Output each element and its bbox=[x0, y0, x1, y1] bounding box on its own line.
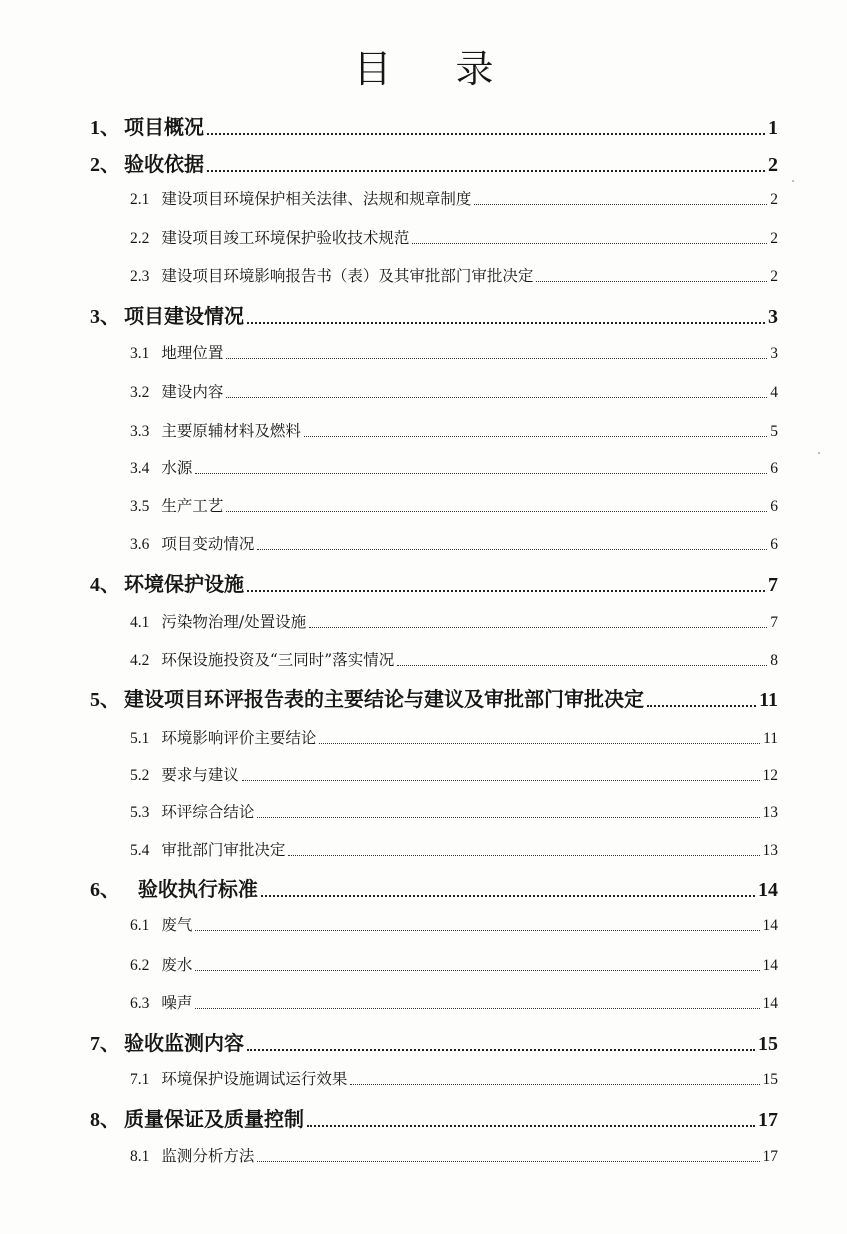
toc-entry-label bbox=[130, 1067, 347, 1089]
toc-section-entry bbox=[130, 1144, 778, 1166]
toc-section-entry bbox=[130, 953, 778, 975]
toc-entry-number: 3、 bbox=[90, 306, 120, 328]
toc-entry-number: 6、 bbox=[90, 879, 120, 901]
toc-page-number: 3 bbox=[770, 345, 778, 362]
toc-dot-leader bbox=[195, 1008, 759, 1009]
toc-entry-number: 2、 bbox=[90, 154, 120, 176]
toc-entry-label bbox=[130, 953, 192, 975]
toc-page-number: 14 bbox=[762, 917, 778, 934]
toc-entry-title: 建设项目环境影响报告书（表）及其审批部门审批决定 bbox=[161, 267, 534, 285]
toc-entry-number: 1、 bbox=[90, 117, 120, 139]
toc-dot-leader bbox=[242, 780, 760, 781]
toc-entry-label bbox=[130, 494, 223, 516]
toc-entry-label bbox=[130, 800, 254, 822]
toc-page-number: 2 bbox=[768, 154, 778, 176]
toc-chapter-entry bbox=[90, 301, 778, 329]
toc-section-entry bbox=[130, 456, 778, 478]
toc-entry-title: 噪声 bbox=[161, 994, 193, 1012]
toc-section-entry bbox=[130, 419, 778, 441]
toc-section-entry bbox=[130, 1067, 778, 1089]
toc-entry-title: 质量保证及质量控制 bbox=[124, 1107, 304, 1131]
toc-chapter-entry bbox=[90, 1104, 778, 1132]
toc-entry-title: 环境影响评价主要结论 bbox=[161, 729, 317, 747]
toc-dot-leader bbox=[195, 473, 767, 474]
toc-entry-title: 环保设施投资及“三同时”落实情况 bbox=[161, 651, 395, 669]
toc-entry-number: 3.4 bbox=[130, 460, 150, 477]
scan-speck bbox=[818, 452, 820, 454]
toc-entry-number: 4、 bbox=[90, 574, 120, 596]
toc-page-number: 2 bbox=[770, 191, 778, 208]
toc-page-number: 17 bbox=[758, 1109, 778, 1131]
toc-section-entry bbox=[130, 763, 778, 785]
toc-entry-title: 生产工艺 bbox=[161, 497, 224, 515]
toc-page-number: 14 bbox=[762, 957, 778, 974]
toc-entry-label bbox=[130, 226, 409, 248]
toc-page-number: 17 bbox=[762, 1148, 778, 1165]
toc-entry-title: 环境保护设施调试运行效果 bbox=[161, 1070, 348, 1088]
toc-dot-leader bbox=[195, 930, 759, 931]
toc-page-number: 11 bbox=[759, 689, 778, 711]
toc-entry-number: 3.1 bbox=[130, 345, 150, 362]
toc-section-entry bbox=[130, 610, 778, 632]
toc-entry-title: 验收执行标准 bbox=[124, 877, 258, 901]
toc-dot-leader bbox=[226, 397, 767, 398]
toc-entry-number: 8、 bbox=[90, 1109, 120, 1131]
toc-entry-number: 5.3 bbox=[130, 804, 150, 821]
toc-entry-number: 3.3 bbox=[130, 423, 150, 440]
toc-chapter-entry bbox=[90, 112, 778, 140]
toc-entry-number: 6.1 bbox=[130, 917, 150, 934]
toc-entry-title: 项目变动情况 bbox=[161, 535, 255, 553]
toc-dot-leader bbox=[207, 133, 765, 135]
toc-chapter-entry bbox=[90, 149, 778, 177]
page-title: 目 录 bbox=[353, 47, 520, 91]
toc-chapter-entry bbox=[90, 684, 778, 712]
toc-entry-label bbox=[130, 380, 223, 402]
toc-section-entry bbox=[130, 800, 778, 822]
toc-entry-title: 废气 bbox=[161, 916, 193, 934]
toc-page-number: 11 bbox=[763, 730, 778, 747]
toc-entry-number: 5.2 bbox=[130, 767, 150, 784]
toc-entry-number: 2.3 bbox=[130, 268, 150, 285]
toc-dot-leader bbox=[288, 855, 759, 856]
toc-entry-number: 4.2 bbox=[130, 652, 150, 669]
toc-section-entry bbox=[130, 838, 778, 860]
toc-entry-label bbox=[90, 683, 644, 712]
toc-entry-title: 建设项目环境保护相关法律、法规和规章制度 bbox=[161, 190, 472, 208]
toc-entry-number: 5、 bbox=[90, 689, 120, 711]
toc-page-number: 1 bbox=[768, 117, 778, 139]
toc-entry-number: 5.4 bbox=[130, 842, 150, 859]
toc-entry-title: 要求与建议 bbox=[161, 766, 239, 784]
toc-entry-title: 验收监测内容 bbox=[124, 1031, 244, 1055]
toc-dot-leader bbox=[309, 627, 767, 628]
toc-section-entry bbox=[130, 494, 778, 516]
toc-entry-title: 验收依据 bbox=[124, 152, 204, 176]
toc-entry-label bbox=[130, 991, 192, 1013]
toc-section-entry bbox=[130, 913, 778, 935]
toc-dot-leader bbox=[247, 1049, 755, 1051]
toc-entry-label bbox=[130, 264, 533, 286]
toc-section-entry bbox=[130, 380, 778, 402]
toc-section-entry bbox=[130, 341, 778, 363]
toc-entry-number: 3.5 bbox=[130, 498, 150, 515]
toc-section-entry bbox=[130, 264, 778, 286]
toc-dot-leader bbox=[195, 970, 759, 971]
toc-chapter-entry bbox=[90, 569, 778, 597]
toc-entry-label bbox=[130, 532, 254, 554]
toc-entry-number: 7.1 bbox=[130, 1071, 150, 1088]
toc-page-number: 13 bbox=[762, 842, 778, 859]
toc-page-number: 4 bbox=[770, 384, 778, 401]
toc-dot-leader bbox=[247, 590, 765, 592]
toc-entry-label bbox=[130, 187, 471, 209]
toc-dot-leader bbox=[397, 665, 767, 666]
toc-entry-title: 污染物治理/处置设施 bbox=[161, 613, 307, 631]
toc-section-entry bbox=[130, 532, 778, 554]
toc-entry-label bbox=[90, 873, 258, 902]
toc-entry-label bbox=[130, 763, 239, 785]
toc-page-number: 6 bbox=[770, 460, 778, 477]
toc-entry-number: 2.1 bbox=[130, 191, 150, 208]
toc-entry-label bbox=[90, 300, 244, 329]
toc-dot-leader bbox=[319, 743, 760, 744]
toc-entry-title: 废水 bbox=[161, 956, 193, 974]
toc-dot-leader bbox=[304, 436, 767, 437]
toc-page-number: 15 bbox=[758, 1033, 778, 1055]
toc-entry-title: 项目概况 bbox=[124, 115, 204, 139]
toc-dot-leader bbox=[261, 895, 755, 897]
toc-entry-number: 4.1 bbox=[130, 614, 150, 631]
toc-entry-number: 6.2 bbox=[130, 957, 150, 974]
toc-page-number: 8 bbox=[770, 652, 778, 669]
toc-dot-leader bbox=[226, 511, 767, 512]
toc-dot-leader bbox=[647, 705, 756, 707]
toc-dot-leader bbox=[207, 170, 765, 172]
toc-chapter-entry bbox=[90, 1028, 778, 1056]
toc-dot-leader bbox=[536, 281, 767, 282]
toc-entry-label bbox=[130, 648, 394, 670]
toc-entry-title: 监测分析方法 bbox=[161, 1147, 255, 1165]
toc-entry-label bbox=[130, 838, 285, 860]
toc-section-entry bbox=[130, 648, 778, 670]
toc-entry-number: 3.2 bbox=[130, 384, 150, 401]
toc-dot-leader bbox=[257, 549, 767, 550]
toc-section-entry bbox=[130, 226, 778, 248]
toc-entry-title: 建设项目竣工环境保护验收技术规范 bbox=[161, 229, 410, 247]
toc-section-entry bbox=[130, 726, 778, 748]
toc-entry-label bbox=[90, 1027, 244, 1056]
toc-entry-label bbox=[130, 341, 223, 363]
toc-entry-title: 建设内容 bbox=[161, 383, 224, 401]
toc-entry-title: 主要原辅材料及燃料 bbox=[161, 422, 301, 440]
toc-entry-number: 6.3 bbox=[130, 995, 150, 1012]
toc-entry-number: 7、 bbox=[90, 1033, 120, 1055]
toc-dot-leader bbox=[226, 358, 767, 359]
toc-dot-leader bbox=[257, 817, 759, 818]
toc-page-number: 6 bbox=[770, 498, 778, 515]
toc-page-number: 12 bbox=[762, 767, 778, 784]
toc-entry-title: 水源 bbox=[161, 459, 193, 477]
toc-entry-label bbox=[90, 568, 244, 597]
toc-entry-number: 8.1 bbox=[130, 1148, 150, 1165]
toc-entry-title: 审批部门审批决定 bbox=[161, 841, 286, 859]
toc-page-number: 14 bbox=[758, 879, 778, 901]
toc-dot-leader bbox=[350, 1084, 759, 1085]
toc-entry-label bbox=[130, 726, 316, 748]
toc-page-number: 2 bbox=[770, 230, 778, 247]
toc-entry-label bbox=[130, 1144, 254, 1166]
toc-entry-number: 2.2 bbox=[130, 230, 150, 247]
toc-entry-label bbox=[90, 111, 204, 140]
toc-entry-label bbox=[90, 148, 204, 177]
toc-page-number: 5 bbox=[770, 423, 778, 440]
toc-entry-number: 3.6 bbox=[130, 536, 150, 553]
toc-entry-label bbox=[130, 456, 192, 478]
toc-page-number: 15 bbox=[762, 1071, 778, 1088]
toc-chapter-entry bbox=[90, 874, 778, 902]
toc-dot-leader bbox=[474, 204, 767, 205]
scan-speck bbox=[792, 180, 794, 182]
toc-section-entry bbox=[130, 991, 778, 1013]
toc-dot-leader bbox=[307, 1125, 755, 1127]
toc-entry-label bbox=[90, 1103, 304, 1132]
toc-entry-label bbox=[130, 610, 306, 632]
toc-entry-title: 环境保护设施 bbox=[124, 572, 244, 596]
toc-dot-leader bbox=[412, 243, 767, 244]
toc-page-number: 13 bbox=[762, 804, 778, 821]
toc-page-number: 3 bbox=[768, 306, 778, 328]
toc-page-number: 2 bbox=[770, 268, 778, 285]
toc-entry-title: 地理位置 bbox=[161, 344, 224, 362]
toc-page-number: 7 bbox=[770, 614, 778, 631]
toc-entry-title: 项目建设情况 bbox=[124, 304, 244, 328]
toc-page-number: 14 bbox=[762, 995, 778, 1012]
toc-entry-label bbox=[130, 419, 301, 441]
toc-entry-label bbox=[130, 913, 192, 935]
toc-entry-number: 5.1 bbox=[130, 730, 150, 747]
toc-page-number: 7 bbox=[768, 574, 778, 596]
toc-section-entry bbox=[130, 187, 778, 209]
toc-dot-leader bbox=[257, 1161, 759, 1162]
toc-page-number: 6 bbox=[770, 536, 778, 553]
toc-entry-title: 环评综合结论 bbox=[161, 803, 255, 821]
toc-entry-title: 建设项目环评报告表的主要结论与建议及审批部门审批决定 bbox=[124, 687, 644, 711]
toc-dot-leader bbox=[247, 322, 765, 324]
